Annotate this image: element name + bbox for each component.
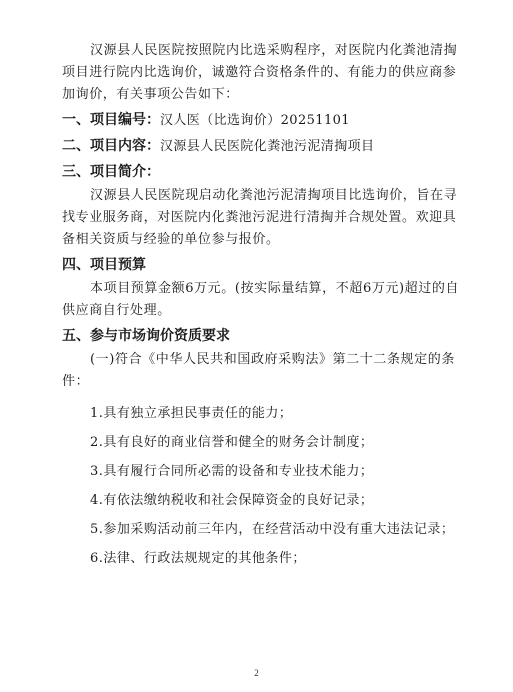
list-item: 2.具有良好的商业信誉和健全的财务会计制度； <box>90 435 374 450</box>
qualification-intro: (一)符合《中华人民共和国政府采购法》第二十二条规定的条件： <box>62 352 455 389</box>
project-summary: 汉源县人民医院现启动化粪池污泥清掏项目比选询价，旨在寻找专业服务商，对医院内化粪池污泥进行清掏并合规处置。欢迎具备相关资质与经验的单位参与报价。 <box>62 188 458 247</box>
project-number: 汉人医（比选询价）20251101 <box>160 113 350 128</box>
section-heading: 一、项目编号： <box>62 112 160 128</box>
list-item: 1.具有独立承担民事责任的能力； <box>90 406 293 421</box>
section-heading: 二、项目内容： <box>62 138 160 154</box>
list-item: 6.法律、行政法规规定的其他条件； <box>90 551 306 566</box>
section-project-number <box>62 109 463 132</box>
list-item: 4.有依法缴纳税收和社会保障资金的良好记录； <box>90 493 374 508</box>
intro-paragraph: 汉源县人民医院按照院内比选采购程序，对医院内化粪池清掏项目进行院内比选询价，诚邀符合资格条件的、有能力的供应商参加询价，有关事项公告如下： <box>62 43 458 102</box>
section-heading: 三、项目简介： <box>62 164 160 180</box>
section-heading: 五、参与市场询价资质要求 <box>62 328 230 344</box>
conditions-list <box>62 403 463 570</box>
section-project-content <box>62 135 463 158</box>
list-item: 3.具有履行合同所必需的设备和专业技术能力； <box>90 464 374 479</box>
section-heading: 四、项目预算 <box>62 257 146 273</box>
project-content: 汉源县人民医院化粪池污泥清掏项目 <box>160 139 375 154</box>
page-number: 2 <box>254 668 259 678</box>
budget-paragraph: 本项目预算金额6万元。(按实际量结算，不超6万元)超过的自供应商自行处理。 <box>62 281 460 318</box>
list-item: 5.参加采购活动前三年内，在经营活动中没有重大违法记录； <box>90 522 455 537</box>
